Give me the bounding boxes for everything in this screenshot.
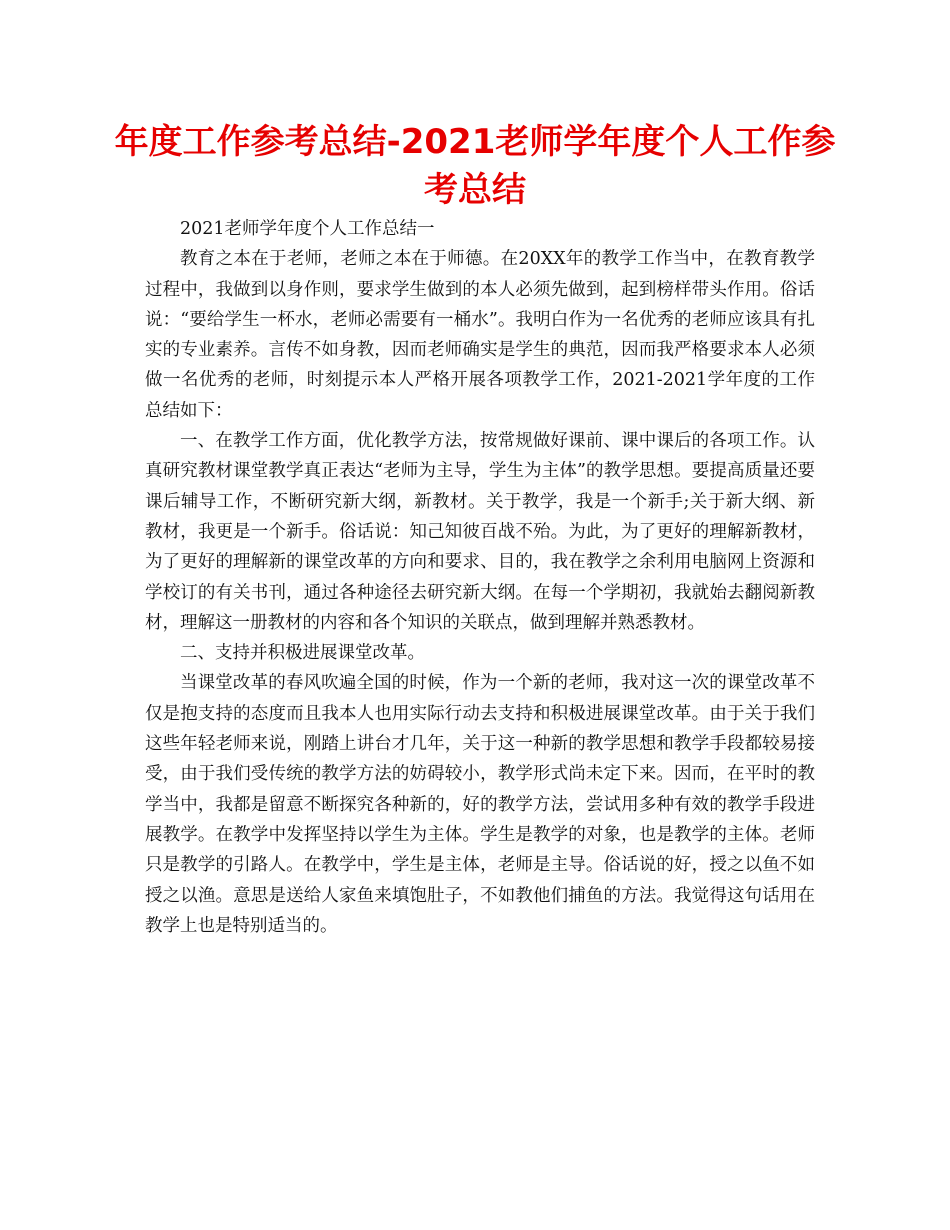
section-two-heading: 二、支持并积极进展课堂改革。 [180,643,425,664]
subtitle-paragraph: 2021老师学年度个人工作总结一 [180,219,435,239]
section-one-paragraph: 一、在教学工作方面，优化教学方法，按常规做好课前、课中课后的各项工作。认真研究教材课堂教学真正表达“老师为主导，学生为主体”的教学思想。要提高质量还要课后辅导工作，不断研究新大纲，新教材。关于教学，我是一个新手;关于新大纲、新教材，我更是一个新手。俗话说：知己知彼百战不殆。为此，为了更好的理解新教材，为了更好的理解新的课堂改革的方向和要求、目的，我在教学之余利用电脑网上资源和学校订的有关书刊，通过各种途径去研究新大纲。在每一个学期初，我就始去翻阅新教材，理解这一册教材的内容和各个知识的关联点，做到理解并熟悉教材。 [145,431,815,633]
body-paragraph: 当课堂改革的春风吹遍全国的时候，作为一个新的老师，我对这一次的课堂改革不仅是抱支持的态度而且我本人也用实际行动去支持和积极进展课堂改革。由于关于我们这些年轻老师来说，刚踏上讲台才几年，关于这一种新的教学思想和教学手段都较易接受，由于我们受传统的教学方法的妨碍较小，教学形式尚未定下来。因而，在平时的教学当中，我都是留意不断探究各种新的，好的教学方法，尝试用多种有效的教学手段进展教学。在教学中发挥坚持以学生为主体。学生是教学的对象，也是教学的主体。老师只是教学的引路人。在教学中，学生是主体，老师是主导。俗话说的好，授之以鱼不如授之以渔。意思是送给人家鱼来填饱肚子，不如教他们捕鱼的方法。我觉得这句话用在教学上也是特别适当的。 [145,673,815,936]
body-paragraph: 教育之本在于老师，老师之本在于师德。在20XX年的教学工作当中，在教育教学过程中，我做到以身作则，要求学生做到的本人必须先做到，起到榜样带头作用。俗话说：“要给学生一杯水，老师必需要有一桶水”。我明白作为一名优秀的老师应该具有扎实的专业素养。言传不如身教，因而老师确实是学生的典范，因而我严格要求本人必须做一名优秀的老师，时刻提示本人严格开展各项教学工作，2021-2021学年度的工作总结如下： [145,249,815,421]
document-title: 年度工作参考总结-2021老师学年度个人工作参考总结 [114,122,836,210]
document-body [145,214,815,941]
